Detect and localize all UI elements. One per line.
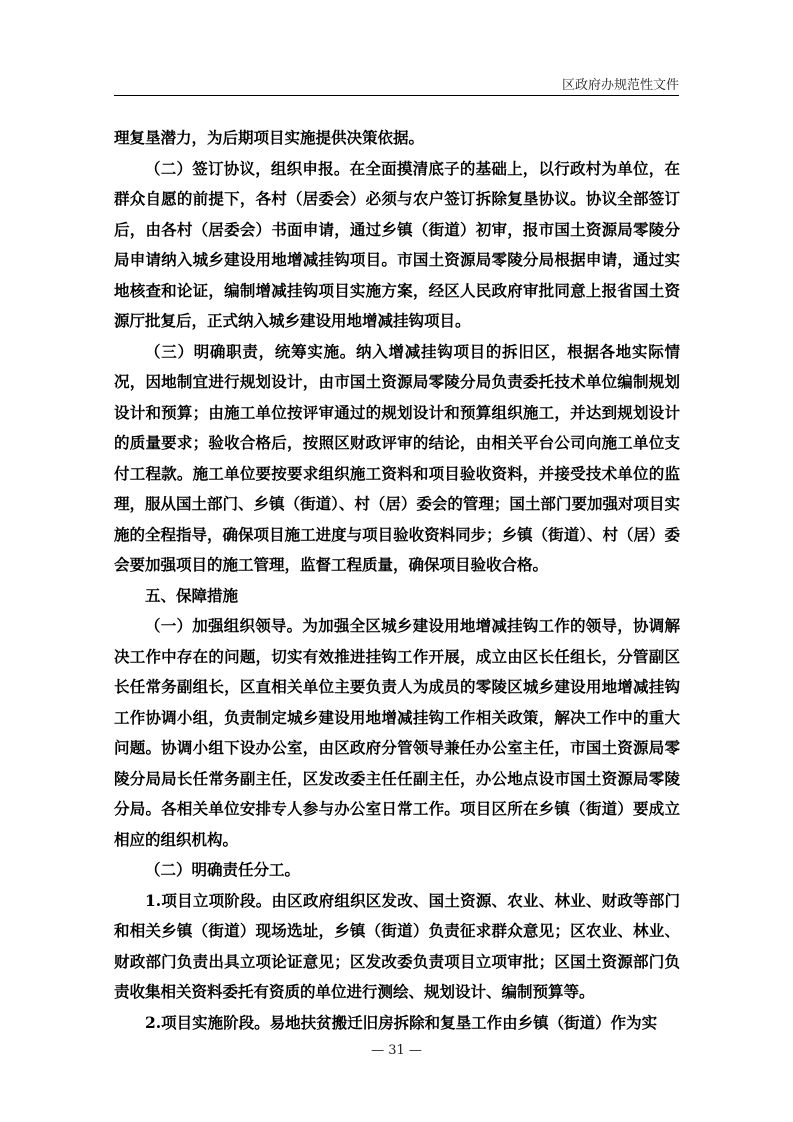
paragraph-project-approval: 1.项目立项阶段。由区政府组织区发改、国土资源、农业、林业、财政等部门和相关乡镇（街道）现场选址，乡镇（街道）负责征求群众意见；区农业、林业、财政部门负责出具立项论证意见；区发改委负责项目立项审批；区国土资源部门负责收集相关资料委托有资质的单位进行测绘、规划设计、编制预算等。 [114,890,680,1001]
paragraph-clarify-duties: （三）明确职责，统筹实施。纳入增减挂钩项目的拆旧区，根据各地实际情况，因地制宜进行规划设计，由市国土资源局零陵分局负责委托技术单位编制规划设计和预算；由施工单位按评审通过的规划设计和预算组织施工，并达到规划设计的质量要求；验收合格后，按照区财政评审的结论，由相关平台公司向施工单位支付工程款。施工单位要按要求组织施工资料和项目验收资料，并接受技术单位的监理，服从国土部门、乡镇（街道）、村（居）委会的管理；国土部门要加强对项目实施的全程指导，确保项目施工进度与项目验收资料同步；乡镇（街道）、村（居）委会要加强项目的施工管理，监督工程质量，确保项目验收合格。 [114,341,680,574]
running-header: 区政府办规范性文件 [561,78,679,93]
paragraph-responsibility-heading: （二）明确责任分工。 [145,860,301,879]
paragraph-continuation: 理复垦潜力，为后期项目实施提供决策依据。 [114,128,425,147]
paragraph-project-implementation: 2.项目实施阶段。易地扶贫搬迁旧房拆除和复垦工作由乡镇（街道）作为实 [145,1012,658,1032]
paragraph-organization-leadership: （一）加强组织领导。为加强全区城乡建设用地增减挂钩工作的领导，协调解决工作中存在的问题，切实有效推进挂钩工作开展，成立由区长任组长，分管副区长任常务副组长，区直相关单位主要负责人为成员的零陵区城乡建设用地增减挂钩工作协调小组，负责制定城乡建设用地增减挂钩工作相关政策，解决工作中的重大问题。协调小组下设办公室，由区政府分管领导兼任办公室主任，市国土资源局零陵分局局长任常务副主任，区发改委主任任副主任，办公地点设市国土资源局零陵分局。各相关单位安排专人参与办公室日常工作。项目区所在乡镇（街道）要成立相应的组织机构。 [114,616,680,849]
paragraph-sign-agreement: （二）签订协议，组织申报。在全面摸清底子的基础上，以行政村为单位，在群众自愿的前提下，各村（居委会）必须与农户签订拆除复垦协议。协议全部签订后，由各村（居委会）书面申请，通过乡镇（街道）初审，报市国土资源局零陵分局申请纳入城乡建设用地增减挂钩项目。市国土资源局零陵分局根据申请，通过实地核查和论证，编制增减挂钩项目实施方案，经区人民政府审批同意上报省国土资源厅批复后，正式纳入城乡建设用地增减挂钩项目。 [114,158,680,330]
header-rule [114,95,679,96]
page-number: — 31 — [371,1043,422,1058]
section-heading-safeguards: 五、保障措施 [145,585,239,605]
document-body [114,123,680,1038]
